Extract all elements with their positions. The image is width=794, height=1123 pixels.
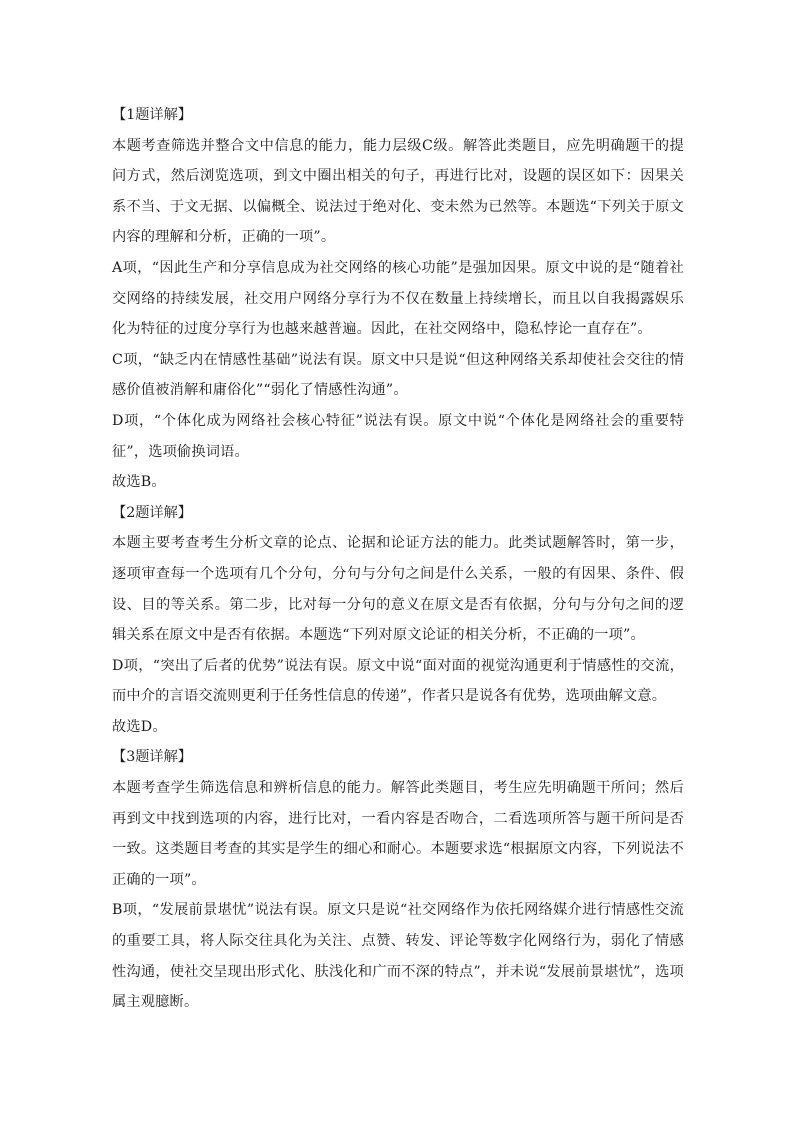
paragraph: 本题考查筛选并整合文中信息的能力，能力层级C级。解答此类题目，应先明确题干的提问方式，然后浏览选项，到文中圈出相关的句子，再进行比对，设题的误区如下：因果关系不当、于文无据、以偏概全、说法过于绝对化、变未然为已然等。本题选“下列关于原文内容的理解和分析，正确的一项”。 — [112, 137, 684, 246]
section-heading: 【2题详解】 — [112, 504, 192, 521]
paragraph: D项，“个体化成为网络社会核心特征”说法有误。原文中说“个体化是网络社会的重要特征”，选项偷换词语。 — [112, 412, 684, 460]
paragraph: C项，“缺乏内在情感性基础”说法有误。原文中只是说“但这种网络关系却使社会交往的情感价值被消解和庸俗化”“弱化了情感性沟通”。 — [112, 351, 684, 399]
paragraph: B项，“发展前景堪忧”说法有误。原文只是说“社交网络作为依托网络媒介进行情感性交流的重要工具，将人际交往具化为关注、点赞、转发、评论等数字化网络行为，弱化了情感性沟通，使社交呈现出形式化、肤浅化和广而不深的特点”，并未说“发展前景堪忧”，选项属主观臆断。 — [112, 902, 684, 1011]
paragraph: 本题考查学生筛选信息和辨析信息的能力。解答此类题目，考生应先明确题干所问；然后再到文中找到选项的内容，进行比对，一看内容是否吻合，二看选项所答与题干所问是否一致。这类题目考查的其实是学生的细心和耐心。本题要求选“根据原文内容，下列说法不正确的一项”。 — [112, 780, 684, 888]
section-q1 — [112, 100, 684, 498]
paragraph: D项，“突出了后者的优势”说法有误。原文中说“面对面的视觉沟通更利于情感性的交流，而中介的言语交流则更利于任务性信息的传递”，作者只是说各有优势，选项曲解文意。 — [112, 657, 684, 705]
document-body — [112, 100, 684, 1018]
paragraph: 本题主要考查考生分析文章的论点、论据和论证方法的能力。此类试题解答时，第一步，逐项审查每一个选项有几个分句，分句与分句之间是什么关系，一般的有因果、条件、假设、目的等关系。第二步，比对每一分句的意义在原文是否有依据，分句与分句之间的逻辑关系在原文中是否有依据。本题选“下列对原文论证的相关分析，不正确的一项”。 — [112, 535, 684, 644]
paragraph: A项，“因此生产和分享信息成为社交网络的核心功能”是强加因果。原文中说的是“随着社交网络的持续发展，社交用户网络分享行为不仅在数量上持续增长，而且以自我揭露娱乐化为特征的过度分享行为也越来越普遍。因此，在社交网络中，隐私悖论一直存在”。 — [112, 259, 684, 338]
section-q2 — [112, 498, 684, 743]
section-heading: 【1题详解】 — [112, 107, 192, 123]
paragraph: 故选B。 — [112, 474, 166, 491]
section-q3 — [112, 742, 684, 1017]
section-heading: 【3题详解】 — [112, 749, 192, 766]
paragraph: 故选D。 — [112, 718, 167, 735]
